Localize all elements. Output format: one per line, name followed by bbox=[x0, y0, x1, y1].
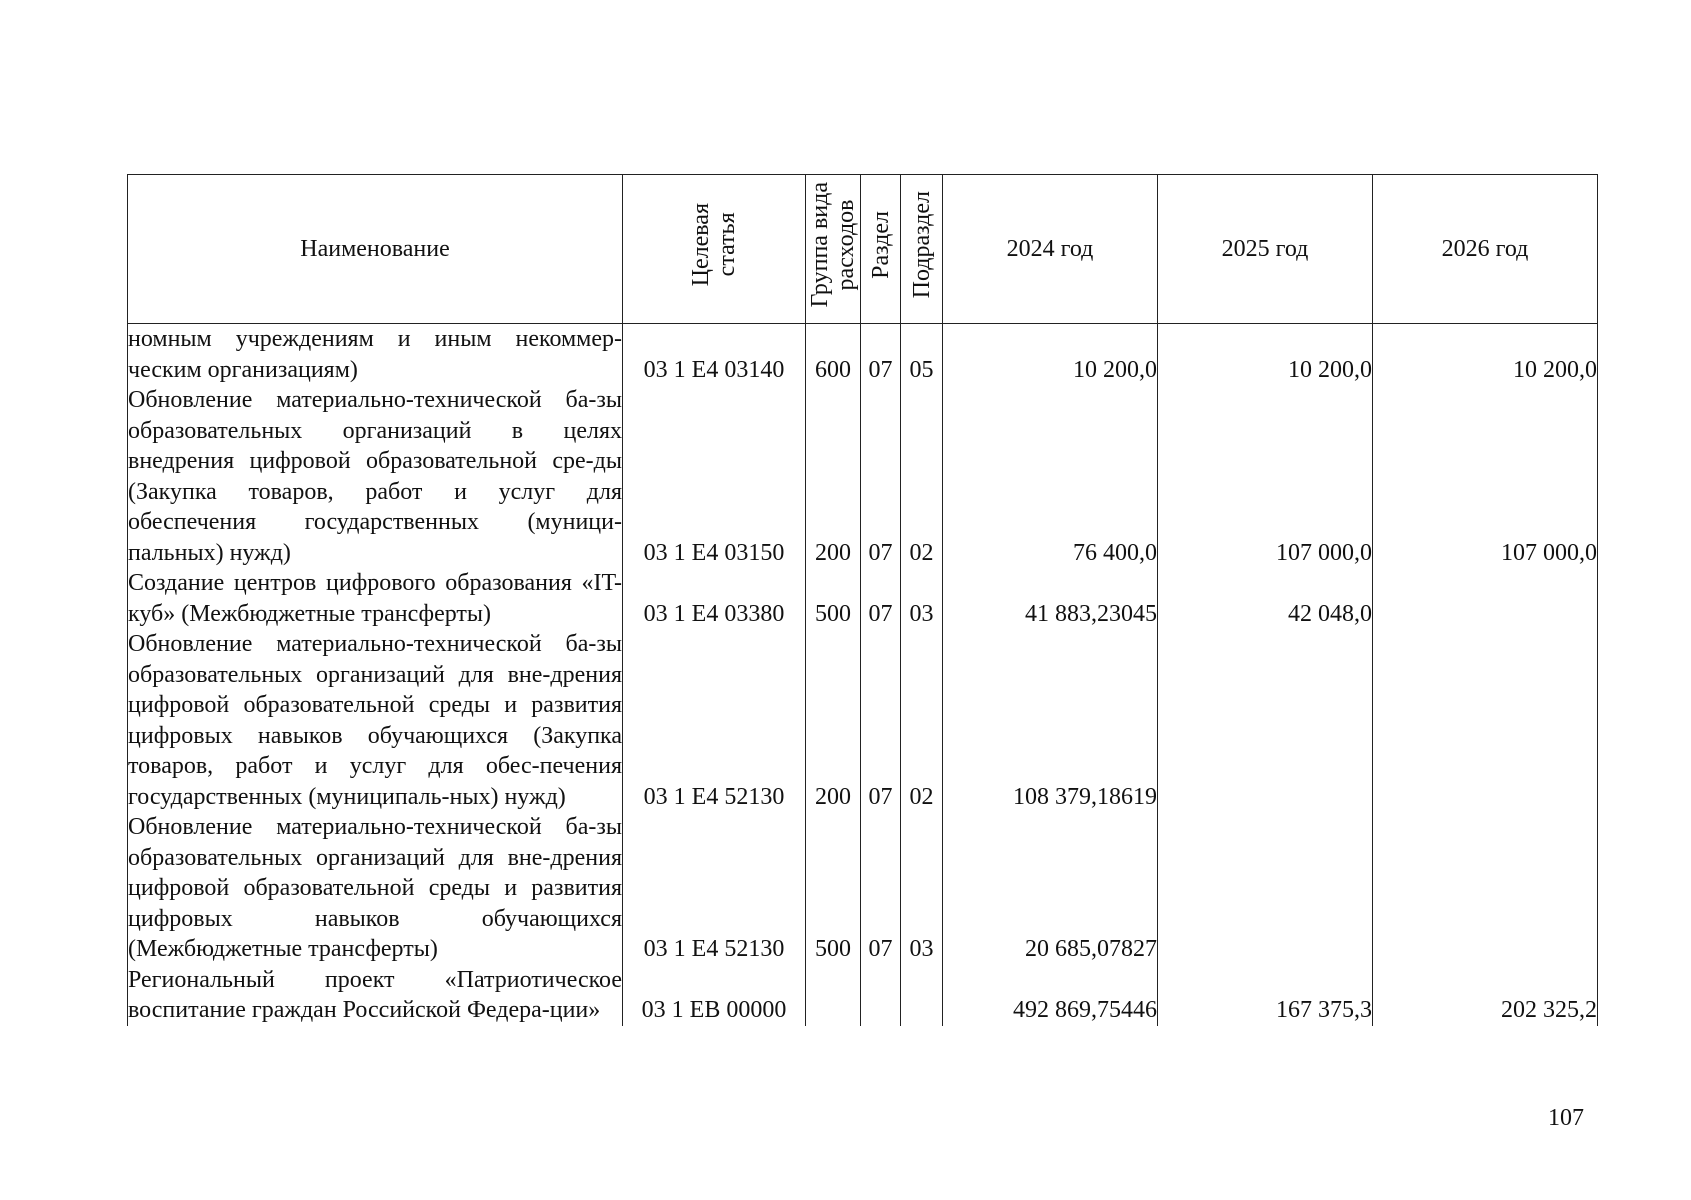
header-target-article-label: Целевая статья bbox=[688, 203, 740, 287]
page-number: 107 bbox=[1548, 1105, 1584, 1131]
row-code: 03 1 Е4 52130 bbox=[623, 812, 806, 965]
header-2026: 2026 год bbox=[1373, 175, 1598, 324]
row-2026 bbox=[1373, 568, 1598, 629]
row-2026: 107 000,0 bbox=[1373, 385, 1598, 568]
row-2024: 76 400,0 bbox=[943, 385, 1158, 568]
row-2024: 41 883,23045 bbox=[943, 568, 1158, 629]
row-section: 07 bbox=[861, 629, 901, 812]
row-2026 bbox=[1373, 629, 1598, 812]
table-row bbox=[128, 812, 1598, 965]
row-subsection: 02 bbox=[901, 385, 943, 568]
header-section bbox=[861, 175, 901, 324]
row-2024: 492 869,75446 bbox=[943, 965, 1158, 1026]
header-2025: 2025 год bbox=[1158, 175, 1373, 324]
row-group: 200 bbox=[806, 385, 861, 568]
row-2025: 42 048,0 bbox=[1158, 568, 1373, 629]
row-section: 07 bbox=[861, 568, 901, 629]
row-name: номным учреждениям и иным некоммер-ческим организациям) bbox=[128, 324, 623, 386]
row-subsection: 02 bbox=[901, 629, 943, 812]
row-section: 07 bbox=[861, 385, 901, 568]
table-row bbox=[128, 324, 1598, 386]
row-name: Создание центров цифрового образования «IT-куб» (Межбюджетные трансферты) bbox=[128, 568, 623, 629]
row-code: 03 1 Е4 52130 bbox=[623, 629, 806, 812]
row-name: Обновление материально-технической ба-зы образовательных организаций для вне-дрения цифровой образовательной среды и развития цифровых навыков обучающихся (Межбюджетные трансферты) bbox=[128, 812, 623, 965]
row-2026 bbox=[1373, 812, 1598, 965]
row-code: 03 1 Е4 03150 bbox=[623, 385, 806, 568]
row-2025 bbox=[1158, 629, 1373, 812]
row-2025: 167 375,3 bbox=[1158, 965, 1373, 1026]
row-group: 500 bbox=[806, 568, 861, 629]
row-section: 07 bbox=[861, 812, 901, 965]
row-code: 03 1 Е4 03140 bbox=[623, 324, 806, 386]
header-subsection-label: Подраздел bbox=[908, 191, 935, 299]
row-2025 bbox=[1158, 812, 1373, 965]
row-subsection: 03 bbox=[901, 568, 943, 629]
header-expense-group-label: Группа вида расходов bbox=[807, 182, 859, 308]
header-name: Наименование bbox=[128, 175, 623, 324]
row-code: 03 1 Е4 03380 bbox=[623, 568, 806, 629]
row-2025: 107 000,0 bbox=[1158, 385, 1373, 568]
row-name: Обновление материально-технической ба-зы образовательных организаций для вне-дрения цифровой образовательной среды и развития цифровых навыков обучающихся (Закупка товаров, работ и услуг для обес-печения государственных (муниципаль-ных) нужд) bbox=[128, 629, 623, 812]
row-section bbox=[861, 965, 901, 1026]
table-row bbox=[128, 629, 1598, 812]
row-2026: 202 325,2 bbox=[1373, 965, 1598, 1026]
row-group: 200 bbox=[806, 629, 861, 812]
header-target-article bbox=[623, 175, 806, 324]
row-name: Региональный проект «Патриотическое воспитание граждан Российской Федера-ции» bbox=[128, 965, 623, 1026]
row-subsection bbox=[901, 965, 943, 1026]
table-header-row bbox=[128, 175, 1598, 324]
row-group: 500 bbox=[806, 812, 861, 965]
row-2026: 10 200,0 bbox=[1373, 324, 1598, 386]
row-2025: 10 200,0 bbox=[1158, 324, 1373, 386]
row-2024: 20 685,07827 bbox=[943, 812, 1158, 965]
table-row bbox=[128, 385, 1598, 568]
row-section: 07 bbox=[861, 324, 901, 386]
header-section-label: Раздел bbox=[867, 210, 894, 279]
table-row bbox=[128, 965, 1598, 1026]
row-code: 03 1 ЕВ 00000 bbox=[623, 965, 806, 1026]
row-group: 600 bbox=[806, 324, 861, 386]
row-subsection: 05 bbox=[901, 324, 943, 386]
row-2024: 108 379,18619 bbox=[943, 629, 1158, 812]
row-name: Обновление материально-технической ба-зы образовательных организаций в целях внедрения цифровой образовательной сре-ды (Закупка товаров, работ и услуг для обеспечения государственных (муници-пальных) нужд) bbox=[128, 385, 623, 568]
budget-table bbox=[127, 174, 1598, 1026]
row-2024: 10 200,0 bbox=[943, 324, 1158, 386]
header-expense-group bbox=[806, 175, 861, 324]
row-subsection: 03 bbox=[901, 812, 943, 965]
header-2024: 2024 год bbox=[943, 175, 1158, 324]
row-group bbox=[806, 965, 861, 1026]
table-row bbox=[128, 568, 1598, 629]
header-subsection bbox=[901, 175, 943, 324]
